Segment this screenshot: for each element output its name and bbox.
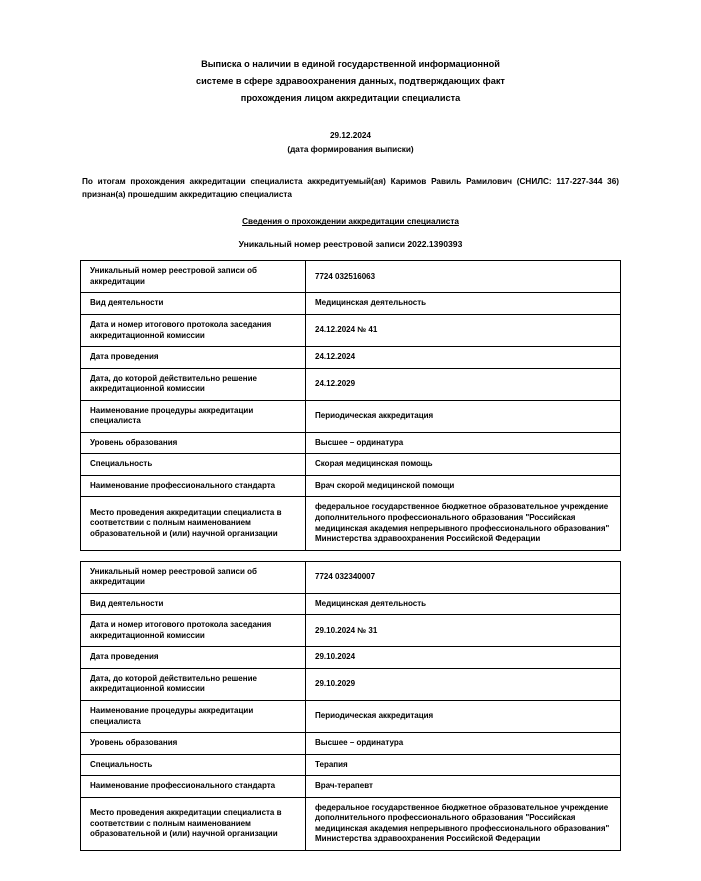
- document-title: [121, 56, 581, 107]
- table-row: [81, 776, 621, 798]
- accreditation-table-2: [80, 561, 621, 851]
- accreditation-table-1: [80, 260, 621, 550]
- row-value-place: федеральное государственное бюджетное образовательное учреждение дополнительного профессионального образования "Российская медицинская академия непрерывного профессионального образования" Министерства здравоохранения Российской Федерации: [306, 497, 621, 550]
- row-label-place: Место проведения аккредитации специалиста в соответствии с полным наименованием образовательной и (или) научной организации: [81, 797, 306, 850]
- row-value-activity-type: Медицинская деятельность: [306, 293, 621, 315]
- row-label-activity-type: Вид деятельности: [81, 293, 306, 315]
- table-row: [81, 593, 621, 615]
- row-value-education-level: Высшее – ординатура: [306, 733, 621, 755]
- row-label-place: Место проведения аккредитации специалиста в соответствии с полным наименованием образовательной и (или) научной организации: [81, 497, 306, 550]
- table-row: [81, 261, 621, 293]
- row-value-specialty: Терапия: [306, 754, 621, 776]
- row-label-unique-number: Уникальный номер реестровой записи об аккредитации: [81, 561, 306, 593]
- row-label-valid-until: Дата, до которой действительно решение аккредитационной комиссии: [81, 368, 306, 400]
- table-row: [81, 347, 621, 369]
- row-label-unique-number: Уникальный номер реестровой записи об аккредитации: [81, 261, 306, 293]
- row-label-activity-type: Вид деятельности: [81, 593, 306, 615]
- registry-record-header: Уникальный номер реестровой записи 2022.1390393: [238, 239, 463, 250]
- table-row: [81, 293, 621, 315]
- row-value-protocol: 29.10.2024 № 31: [306, 615, 621, 647]
- row-value-specialty: Скорая медицинская помощь: [306, 454, 621, 476]
- table-row: [81, 475, 621, 497]
- row-value-date-held: 24.12.2024: [306, 347, 621, 369]
- row-value-unique-number: 7724 032516063: [306, 261, 621, 293]
- table-row: [81, 647, 621, 669]
- formation-date-block: [80, 129, 621, 157]
- row-label-prof-standard: Наименование профессионального стандарта: [81, 776, 306, 798]
- row-label-specialty: Специальность: [81, 754, 306, 776]
- row-value-prof-standard: Врач-терапевт: [306, 776, 621, 798]
- formation-date-value: 29.12.2024: [330, 131, 371, 141]
- table-row: [81, 733, 621, 755]
- row-label-education-level: Уровень образования: [81, 432, 306, 454]
- table-row: [81, 368, 621, 400]
- table-row: [81, 314, 621, 346]
- table-row: [81, 754, 621, 776]
- row-value-place: федеральное государственное бюджетное образовательное учреждение дополнительного профессионального образования "Российская медицинская академия непрерывного профессионального образования" Министерства здравоохранения Российской Федерации: [306, 797, 621, 850]
- row-value-prof-standard: Врач скорой медицинской помощи: [306, 475, 621, 497]
- row-value-protocol: 24.12.2024 № 41: [306, 314, 621, 346]
- table-row: [81, 561, 621, 593]
- row-label-prof-standard: Наименование профессионального стандарта: [81, 475, 306, 497]
- row-label-protocol: Дата и номер итогового протокола заседания аккредитационной комиссии: [81, 615, 306, 647]
- intro-paragraph: По итогам прохождения аккредитации специалиста аккредитуемый(ая) Каримов Равиль Рамилович (СНИЛС: 117-227-344 36) признан(а) прошедшим аккредитацию специалиста: [82, 176, 619, 199]
- row-label-date-held: Дата проведения: [81, 347, 306, 369]
- row-label-procedure-name: Наименование процедуры аккредитации специалиста: [81, 701, 306, 733]
- row-value-procedure-name: Периодическая аккредитация: [306, 701, 621, 733]
- document-title-line-2: системе в сфере здравоохранения данных, подтверждающих факт: [196, 76, 505, 87]
- row-label-valid-until: Дата, до которой действительно решение аккредитационной комиссии: [81, 668, 306, 700]
- row-value-activity-type: Медицинская деятельность: [306, 593, 621, 615]
- row-value-unique-number: 7724 032340007: [306, 561, 621, 593]
- section-header: Сведения о прохождении аккредитации специалиста: [242, 217, 459, 227]
- row-value-education-level: Высшее – ординатура: [306, 432, 621, 454]
- table-row: [81, 668, 621, 700]
- row-label-specialty: Специальность: [81, 454, 306, 476]
- formation-date-caption: (дата формирования выписки): [287, 144, 414, 154]
- row-label-date-held: Дата проведения: [81, 647, 306, 669]
- row-value-procedure-name: Периодическая аккредитация: [306, 400, 621, 432]
- row-label-education-level: Уровень образования: [81, 733, 306, 755]
- row-value-valid-until: 24.12.2029: [306, 368, 621, 400]
- table-row: [81, 400, 621, 432]
- table-row: [81, 701, 621, 733]
- table-row: [81, 797, 621, 850]
- row-value-valid-until: 29.10.2029: [306, 668, 621, 700]
- row-value-date-held: 29.10.2024: [306, 647, 621, 669]
- table-row: [81, 432, 621, 454]
- row-label-protocol: Дата и номер итогового протокола заседания аккредитационной комиссии: [81, 314, 306, 346]
- table-row: [81, 454, 621, 476]
- document-title-line-3: прохождения лицом аккредитации специалиста: [240, 93, 461, 104]
- row-label-procedure-name: Наименование процедуры аккредитации специалиста: [81, 400, 306, 432]
- table-row: [81, 615, 621, 647]
- table-row: [81, 497, 621, 550]
- document-title-line-1: Выписка о наличии в единой государственной информационной: [201, 59, 500, 69]
